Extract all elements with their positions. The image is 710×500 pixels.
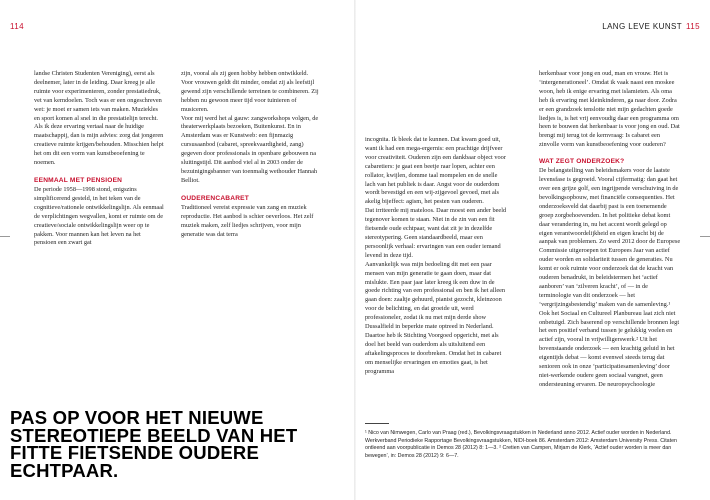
body-paragraph: Voor mij werd het al gauw: zangworkshops volgen, de theaterwerkplaats bezoeken, Buitenkunst. En in Amsterdam was er Kunstweb: een fijnmazig cursusaanbod (cabaret, spreekvaardigheid, zang) gegeven door professionals in openbare gebouwen na sluitingstijd. Dit aanbod viel al in 2003 onder de bezuinigingsbanner van toenmalig wethouder Hannah Belliot.	[181, 114, 319, 184]
left-page-folio	[10, 22, 24, 31]
text-column-3	[365, 136, 507, 376]
text-column-1	[34, 70, 164, 248]
section-heading: WAT ZEGT ONDERZOEK?	[539, 158, 625, 166]
body-paragraph: Aanvankelijk was mijn bedoeling dit met een paar mensen van mijn generatie te gaan doen, maar dat mislukte. Een paar jaar later kreeg ik een duw in de goede richting van een professional en ben ik het alleen gaan doen: zaaltje gehuurd, pianist gezocht, kleinzoon voor de belichting, en dat groeide uit, werd professioneler, zodat ik nu met mijn derde show Dussalfield in beperkte mate optreed in Nederland. Daartoe heb ik Stichting Voorgoed opgericht, met als doel het beeld van ouderdom als uitsluitend een aftakelingsproces te doorbreken. Omdat het in cabaret om menselijke ervaringen en emoties gaat, is het programma	[365, 260, 506, 375]
trim-mark-right	[700, 236, 710, 237]
pull-quote: PAS OP VOOR HET NIEUWE STEREOTIEPE BEELD VAN HET FITTE FIETSENDE OUDERE ECHTPAAR.	[10, 407, 298, 481]
footnotes	[365, 423, 683, 460]
trim-mark-left	[0, 236, 10, 237]
footnote-text: ¹ Nico van Nimwegen, Carlo van Praag (red.), Bevolkingsvraagstukken in Nederland anno 2012. Actief ouder worden in Nederland. Werkverband Periodieke Rapportage Bevolkingsvraagstukken, NIDI-boek 86. Amsterdam 2012: Amsterdam University Press. Citaten ontleend aan voorpublicatie in Demos 28 (2012) 8: 1—3. ² Cretien van Campen, Mirjam de Klerk, ‘Actief ouder worden is meer dan bewegen’, in: Demos 28 (2012) 9: 6—7.	[365, 430, 677, 459]
text-column-2	[181, 70, 321, 239]
text-column-4	[539, 70, 681, 390]
body-paragraph: De belangstelling van beleidsmakers voor de laatste levensfase is gegroeid. Vooral cijfermatig: dan gaat het over een grijze golf, een ingrijpende verschuiving in de bevolkingsopbouw, met financiële consequenties. Het onderzoeksveld dat daarbij past is een toenemende groep zorgbehoevenden. In het politieke debat komt daar verandering in, nu het accent wordt gelegd op eigen verantwoordelijkheid en eigen kracht bij de aanpak van problemen. Zo werd 2012 door de Europese Commissie uitgeroepen tot Europees Jaar van actief ouder worden en solidariteit tussen de generaties. Nu komt er ook ruimte voor onderzoek dat de kracht van ouderen benadrukt, in beleidstermen het ‘actief aanboren’ van ‘zilveren kracht’, of — in de terminologie van dit onderzoek — het ‘vergrijzingsbestendig’ maken van de samenleving.¹ Ook het Sociaal en Cultureel Planbureau laat zich niet onbetuigd. Zich baserend op verschillende bronnen legt het een positief verband tussen je gelukkig voelen en actief zijn, vooral in vrijwilligerswerk.² Uit het bovenstaande onderzoek — een krachtig geluid in het eigentijds debat — komt evenwel steeds terug dat senioren ook in onze ‘participatiesamenleving’ door niet-werkende oudere geen sociaal vangnet, geen ondersteuning ervaren. De neuropsychoologie	[539, 167, 681, 388]
section-heading: EENMAAL MET PENSIOEN	[34, 176, 123, 184]
body-paragraph: Dat irriteerde mij mateloos. Daar moest een ander beeld tegenover komen te staan. Niet in de zin van een fit fietsende oude echtpaar, want dat zit je in dezelfde stereotypering. Geen standaardbeeld, maar een persoonlijk verhaal: ervaringen van een ouder iemand levend in deze tijd.	[365, 207, 507, 259]
body-paragraph: landse Christen Studenten Vereniging), eerst als deelnemer, later in de leiding. Daar kreeg je alle ruimte voor experimenteren, zonder prestatiedruk, vet van kerndoelen. Toch was er een ongeschreven wet: je moet er samen iets van maken. Muziekles en sport komen al snel in die prestatielijn terecht. Als ik deze ervaring vertaal naar de huidige maatschappij, dan is mijn advies: zorg dat jongeren creatieve ruimte krijgen/behouden. Misschien helpt het om dit een vorm van kunstbeoefening te noemen.	[34, 70, 164, 167]
body-paragraph: herkenbaar voor jong en oud, man en vrouw. Het is ‘intergenerationeel’. Omdat ik vaak naast een moskee woon, heb ik enige ervaring met islamieten. Als oma heb ik ervaring met kleinkinderen, ga naar door. Zodra er een grandzoek tenslotte niet mijn gedachten goede liedjes is, is het vrij eenvoudig daar een programma om heen te bouwen dat herkenbaar is voor jong en oud. Dat brengt mij terug tot de kernvraag: Is cabaret een zinvolle vorm van kunstbeoefening voor ouderen?	[539, 70, 680, 149]
body-paragraph: De periode 1958—1998 stond, enigszins simplificerend gesteld, in het teken van de cognitieve/rationele ontwikkelingslijn. Als eenmaal de verplichtingen wegvallen, komt er ruimte om de creatieve/sociale ontwikkelingslijn weer op te pakken. Voor mannen kan het leven na het pensioen een zwart gat	[34, 185, 164, 247]
body-paragraph: Traditioneel vereist expressie van zang en muziek reproductie. Het aanbod is schier oeverloos. Het zelf muziek maken, zelf liedjes schrijven, voor mijn generatie was dat terra	[181, 203, 314, 238]
body-paragraph: zijn, vooral als zij geen hobby hebben ontwikkeld. Voor vrouwen geldt dit minder, omdat zij als leefstijl gewend zijn verschillende terreinen te combineren. Zij hebben nu gewoon meer tijd voor tuinieren of musiceren.	[181, 70, 319, 113]
right-page-number: 115	[686, 22, 700, 31]
section-heading: OUDERENCABARET	[181, 194, 250, 202]
footnote-rule	[365, 423, 389, 424]
body-paragraph: incognita. Ik bleek dat te kunnen. Dat kwam goed uit, want ik had een mega-ergernis: een prachtige drijfveer voor creativiteit. Ouderen zijn een dankbaar object voor cabaretiers: je gaat een beetje raar lopen, achter een rollator, kwijlen, domme taal mompelen en de snelle lach van het publiek is daar. Angst voor de ouderdom wordt bevestigd en een wij-zijgevoel gevoed, met als akelig bijeffect: agism, het pesten van ouderen.	[365, 136, 506, 206]
page-gutter	[354, 0, 356, 500]
right-page-folio	[602, 22, 700, 31]
running-title: LANG LEVE KUNST	[602, 22, 683, 31]
left-page-number: 114	[10, 22, 24, 31]
